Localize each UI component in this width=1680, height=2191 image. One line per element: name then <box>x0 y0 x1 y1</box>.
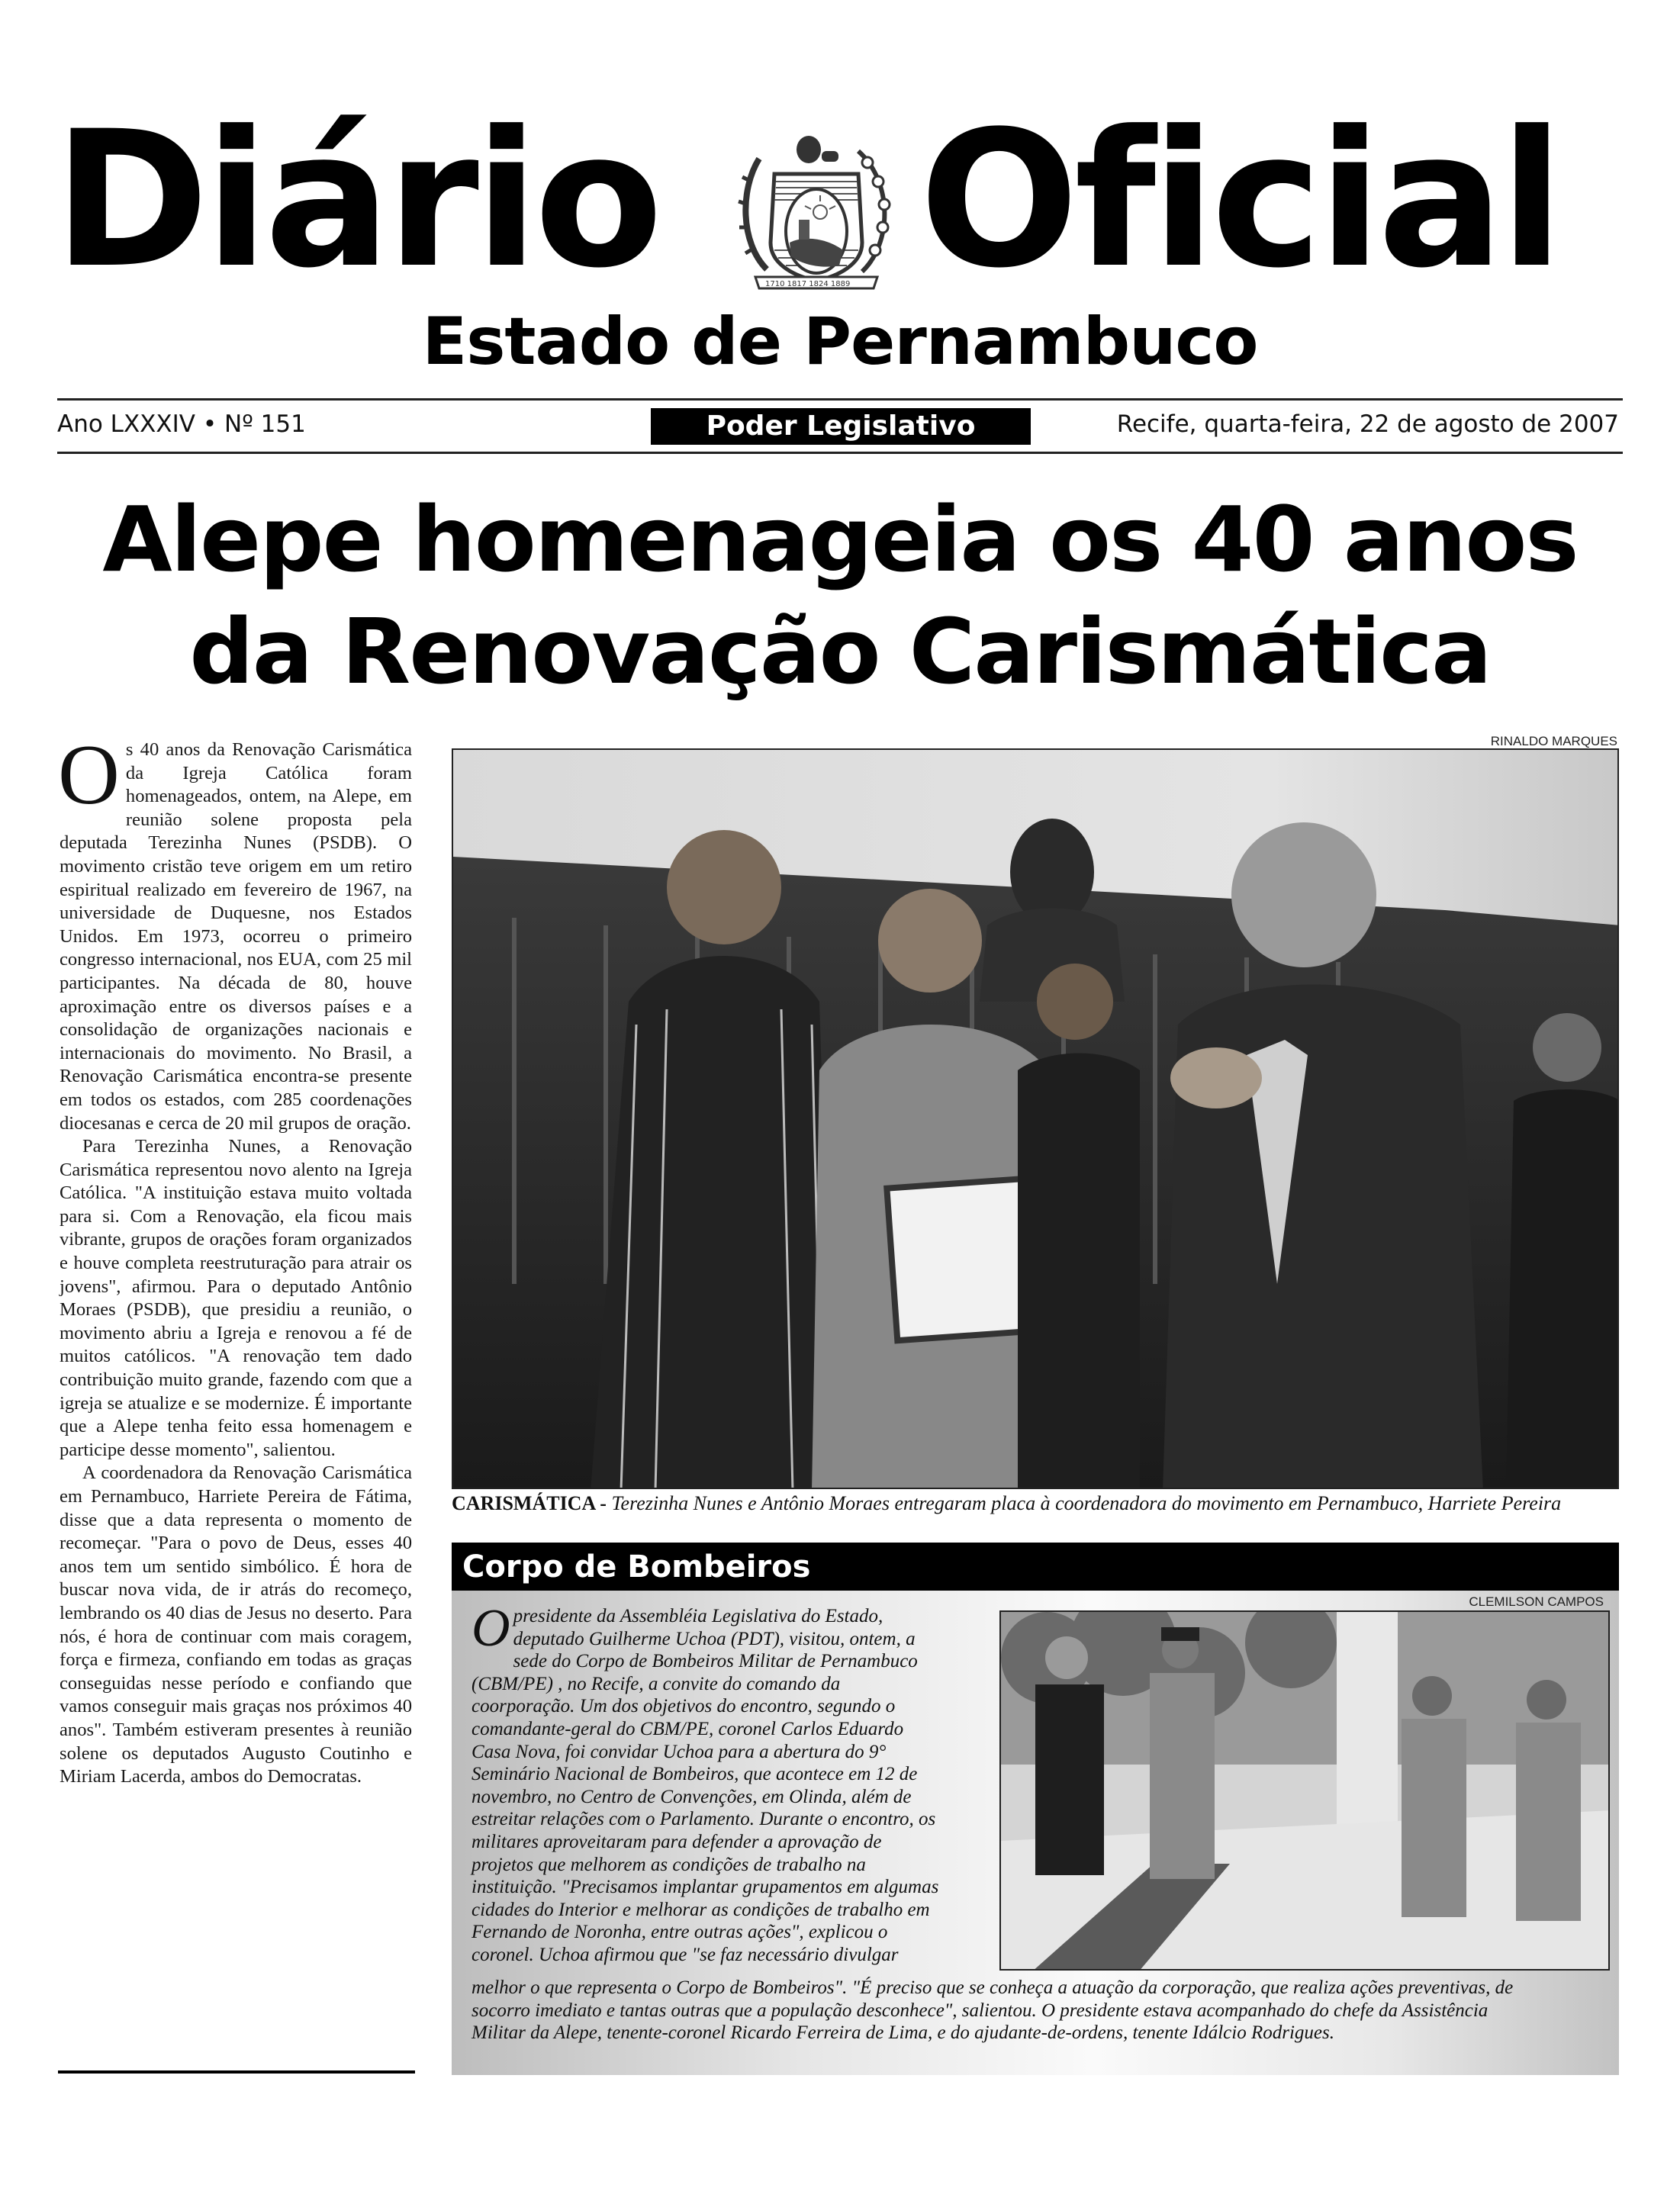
photo-credit: CLEMILSON CAMPOS <box>1469 1594 1604 1609</box>
edition-number: Ano LXXXIV • Nº 151 <box>57 410 306 438</box>
caption-label: CARISMÁTICA - <box>452 1492 612 1514</box>
bombeiros-article-top <box>471 1599 990 1967</box>
article-paragraph: Para Terezinha Nunes, a Renovação Carismática representou novo alento na Igreja Católica. "A instituição estava muito voltada para si. Com a Renovação, ela ficou mais vibrante, grupos de orações foram organizados e houve completa reestruturação para atrair os jovens", afirmou. Para o deputado Antônio Moraes (PSDB), que presidiu a reunião, o movimento abriu a Igreja e renovou a fé de muitos católicos. "A renovação tem dado contribuição muito grande, fazendo com que a igreja se atualize e se modernize. É importante que a Alepe tenha feito essa homenagem e participe desse momento", salientou. <box>60 1136 412 1460</box>
masthead-title-left: Diário <box>53 92 659 310</box>
bombeiros-article-bottom <box>471 1977 1616 2045</box>
lead-article-body <box>58 728 412 1789</box>
text-line: Militar da Alepe, tenente-coronel Ricardo Ferreira de Lima, e do ajudante-de-ordens, tenente Idálcio Rodrigues. <box>471 2022 1334 2044</box>
dropcap: O <box>58 728 120 822</box>
masthead-subtitle: Estado de Pernambuco <box>422 304 1258 380</box>
header-rule-top <box>57 398 1623 401</box>
text-line: sede do Corpo de Bombeiros Militar de Pernambuco <box>513 1651 918 1672</box>
text-line: cidades do Interior e melhorar as condições de trabalho em <box>471 1899 930 1920</box>
photo-credit: RINALDO MARQUES <box>1490 734 1617 748</box>
photo-caption <box>452 1491 1627 1516</box>
text-line: projetos que melhorem as condições de trabalho na <box>471 1854 866 1875</box>
text-line: estreitar relações com o Parlamento. Durante o encontro, os <box>471 1809 936 1830</box>
text-line: melhor o que representa o Corpo de Bombeiros". "É preciso que se conheça a atuação da corporação, que realiza ações preventivas, de <box>471 1977 1514 1998</box>
text-line: novembro, no Centro de Convenções, em Olinda, além de <box>471 1786 912 1807</box>
text-line: comandante-geral do CBM/PE, coronel Carlos Eduardo <box>471 1718 904 1739</box>
article-paragraph: A coordenadora da Renovação Carismática em Pernambuco, Harriete Pereira de Fátima, disse que a data representa o momento de recomeçar. "Para o povo de Deus, esses 40 anos tem um sentido simbólico. É hora de buscar nova vida, de ir atrás do recomeço, lembrando os 40 dias de Jesus no deserto. Para nós, é hora de continuar com mais coragem, força e firmeza, confiando em todas as graças conseguidas nesse período e confiando que vamos conseguir mais graças nos próximos 40 anos". Também estiveram presentes à reunião solene os deputados Augusto Coutinho e Miriam Lacerda, ambos do Democratas. <box>60 1462 412 1787</box>
text-line: deputado Guilherme Uchoa (PDT), visitou, ontem, a <box>513 1628 916 1649</box>
lead-photo-illustration <box>453 750 1619 1489</box>
section-badge: Poder Legislativo <box>651 408 1031 445</box>
headline-line-2: da Renovação Carismática <box>189 599 1491 704</box>
svg-text:1710 1817 1824 1889: 1710 1817 1824 1889 <box>765 280 851 288</box>
caption-text: Terezinha Nunes e Antônio Moraes entregaram placa à coordenadora do movimento em Pernambuco, Harriete Pereira <box>611 1492 1562 1514</box>
text-line: militares aproveitaram para defender a aprovação de <box>471 1831 882 1852</box>
text-line: coorporação. Um dos objetivos do encontro, segundo o <box>471 1696 896 1717</box>
text-line: Fernando de Noronha, entre outras ações", explicou o <box>471 1922 888 1943</box>
text-line: (CBM/PE) , no Recife, a convite do comando da <box>471 1673 841 1694</box>
text-line: socorro imediato e tantas outras que a população desconhece", salientou. O presidente estava acompanhado do chefe da Assistência <box>471 2000 1489 2021</box>
header-rule-bottom <box>57 452 1623 454</box>
article-paragraph <box>58 728 412 1135</box>
bombeiros-title: Corpo de Bombeiros <box>462 1549 811 1585</box>
bombeiros-photo-illustration <box>1001 1612 1610 1971</box>
text-line: Casa Nova, foi convidar Uchoa para a abertura do 9° <box>471 1741 887 1762</box>
column-end-rule <box>58 2070 415 2074</box>
bombeiros-photo <box>999 1610 1610 1971</box>
lead-photo <box>452 748 1619 1489</box>
headline-line-1: Alepe homenageia os 40 anos <box>102 487 1578 592</box>
masthead-title-right: Oficial <box>919 92 1559 310</box>
text-line: instituição. "Precisamos implantar grupamentos em algumas <box>471 1877 939 1898</box>
coat-of-arms-icon <box>736 128 896 292</box>
paragraph-text: s 40 anos da Renovação Carismática da Igreja Católica foram homenageados, ontem, na Alepe, em reunião solene proposta pela deputada Terezinha Nunes (PSDB). O movimento cristão teve origem em um retiro espiritual realizado em fevereiro de 1967, na universidade de Duquesne, nos Estados Unidos. Em 1973, ocorreu o primeiro congresso internacional, nos EUA, com 25 mil participantes. Na década de 80, houve aproximação entre os diversos países e a consolidação de organizações nacionais e internacionais do movimento. No Brasil, a Renovação Carismática encontra-se presente em todos os estados, com 285 coordenações diocesanas e cerca de 20 mil grupos de oração. <box>60 739 412 1134</box>
text-line: Seminário Nacional de Bombeiros, que acontece em 12 de <box>471 1764 918 1785</box>
dropcap: O <box>471 1599 510 1658</box>
dateline: Recife, quarta-feira, 22 de agosto de 2007 <box>1116 410 1619 438</box>
text-line: coronel. Uchoa afirmou que "se faz necessário divulgar <box>471 1944 899 1965</box>
text-line: presidente da Assembléia Legislativa do Estado, <box>513 1606 883 1626</box>
